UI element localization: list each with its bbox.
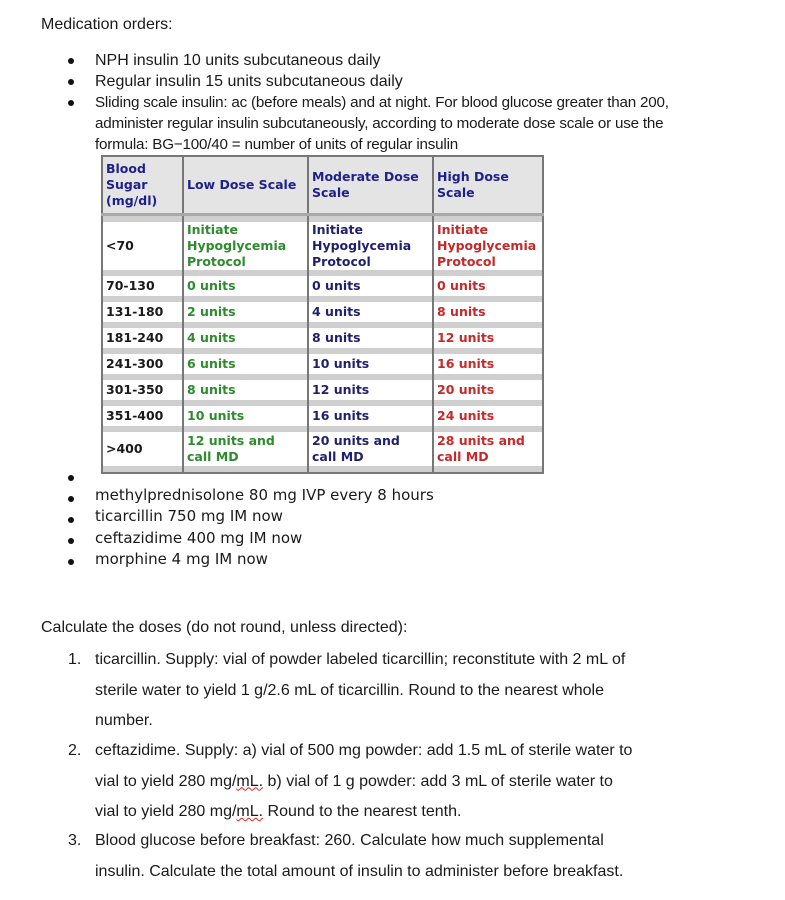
- cell-blood-sugar: 181-240: [102, 328, 183, 348]
- cell-moderate: 4 units: [308, 302, 433, 322]
- cell-high: Initiate Hypoglycemia Protocol: [433, 222, 543, 270]
- bullet-icon: [68, 475, 74, 481]
- cell-blood-sugar: <70: [102, 222, 183, 270]
- cell-high: 20 units: [433, 380, 543, 400]
- cell-moderate: 16 units: [308, 406, 433, 426]
- cell-low: 0 units: [183, 276, 308, 296]
- cell-blood-sugar: 131-180: [102, 302, 183, 322]
- cell-moderate: 0 units: [308, 276, 433, 296]
- order-item-sliding-scale-line3: formula: BG−100/40 = number of units of regular insulin: [95, 136, 458, 153]
- table-row: [102, 222, 543, 270]
- cell-moderate: 8 units: [308, 328, 433, 348]
- row-spacer: [102, 466, 543, 473]
- bullet-icon: [68, 58, 74, 64]
- cell-high: 16 units: [433, 354, 543, 374]
- header-moderate-dose: Moderate Dose Scale: [308, 156, 433, 215]
- cell-low: 10 units: [183, 406, 308, 426]
- cell-low: 4 units: [183, 328, 308, 348]
- order-item-ceftazidime: ceftazidime 400 mg IM now: [95, 529, 303, 547]
- table-row: [102, 354, 543, 374]
- cell-blood-sugar: 241-300: [102, 354, 183, 374]
- calculate-doses-heading: Calculate the doses (do not round, unless directed):: [41, 619, 408, 636]
- question-number: 3.: [68, 832, 82, 849]
- order-item-sliding-scale-line1: Sliding scale insulin: ac (before meals) and at night. For blood glucose greater than 200,: [95, 94, 669, 111]
- question-3: 3. Blood glucose before breakfast: 260. Calculate how much supplemental insulin. Calculate the total amount of insulin to administer before breakfast.: [68, 826, 758, 887]
- cell-low: 8 units: [183, 380, 308, 400]
- cell-low: Initiate Hypoglycemia Protocol: [183, 222, 308, 270]
- order-item-regular-insulin: Regular insulin 15 units subcutaneous daily: [95, 73, 403, 90]
- question-2: 2. ceftazidime. Supply: a) vial of 500 mg powder: add 1.5 mL of sterile water to vial to yield 280 mg/mL. b) vial of 1 g powder: add 3 mL of sterile water to vial to yield 280 mg/mL. Round to the nearest tenth.: [68, 736, 758, 828]
- table-row: [102, 380, 543, 400]
- bullet-icon: [68, 517, 74, 523]
- order-item-sliding-scale-line2: administer regular insulin subcutaneously, according to moderate dose scale or use the: [95, 115, 664, 132]
- medication-orders-heading: Medication orders:: [41, 16, 173, 33]
- bullet-icon: [68, 79, 74, 85]
- header-low-dose: Low Dose Scale: [183, 156, 308, 215]
- cell-blood-sugar: 70-130: [102, 276, 183, 296]
- bullet-icon: [68, 100, 74, 106]
- order-item-morphine: morphine 4 mg IM now: [95, 550, 268, 568]
- cell-high: 24 units: [433, 406, 543, 426]
- spellcheck-underline: mL.: [236, 772, 264, 790]
- cell-blood-sugar: 351-400: [102, 406, 183, 426]
- cell-low: 6 units: [183, 354, 308, 374]
- cell-high: 8 units: [433, 302, 543, 322]
- cell-moderate: 12 units: [308, 380, 433, 400]
- sliding-scale-table: [101, 155, 544, 474]
- order-item-nph: NPH insulin 10 units subcutaneous daily: [95, 52, 381, 69]
- bullet-icon: [68, 496, 74, 502]
- table-header-row: [102, 156, 543, 215]
- table-row: [102, 432, 543, 466]
- table-row: [102, 328, 543, 348]
- cell-high: 28 units and call MD: [433, 432, 543, 466]
- table-row: [102, 302, 543, 322]
- order-item-methylprednisolone: methylprednisolone 80 mg IVP every 8 hours: [95, 486, 434, 504]
- cell-low: 12 units and call MD: [183, 432, 308, 466]
- table-row: [102, 276, 543, 296]
- cell-high: 0 units: [433, 276, 543, 296]
- order-item-ticarcillin: ticarcillin 750 mg IM now: [95, 507, 283, 525]
- header-blood-sugar: Blood Sugar (mg/dl): [102, 156, 183, 215]
- question-number: 1.: [68, 651, 82, 668]
- header-high-dose: High Dose Scale: [433, 156, 543, 215]
- cell-blood-sugar: 301-350: [102, 380, 183, 400]
- row-spacer: [102, 215, 543, 223]
- bullet-icon: [68, 538, 74, 544]
- cell-moderate: Initiate Hypoglycemia Protocol: [308, 222, 433, 270]
- cell-moderate: 10 units: [308, 354, 433, 374]
- question-1: 1. ticarcillin. Supply: vial of powder labeled ticarcillin; reconstitute with 2 mL of sterile water to yield 1 g/2.6 mL of ticarcillin. Round to the nearest whole number.: [68, 645, 758, 737]
- spellcheck-underline: mL.: [236, 803, 264, 820]
- table-row: [102, 406, 543, 426]
- cell-moderate: 20 units and call MD: [308, 432, 433, 466]
- bullet-icon: [68, 559, 74, 565]
- question-number: 2.: [68, 742, 82, 759]
- cell-high: 12 units: [433, 328, 543, 348]
- cell-low: 2 units: [183, 302, 308, 322]
- cell-blood-sugar: >400: [102, 432, 183, 466]
